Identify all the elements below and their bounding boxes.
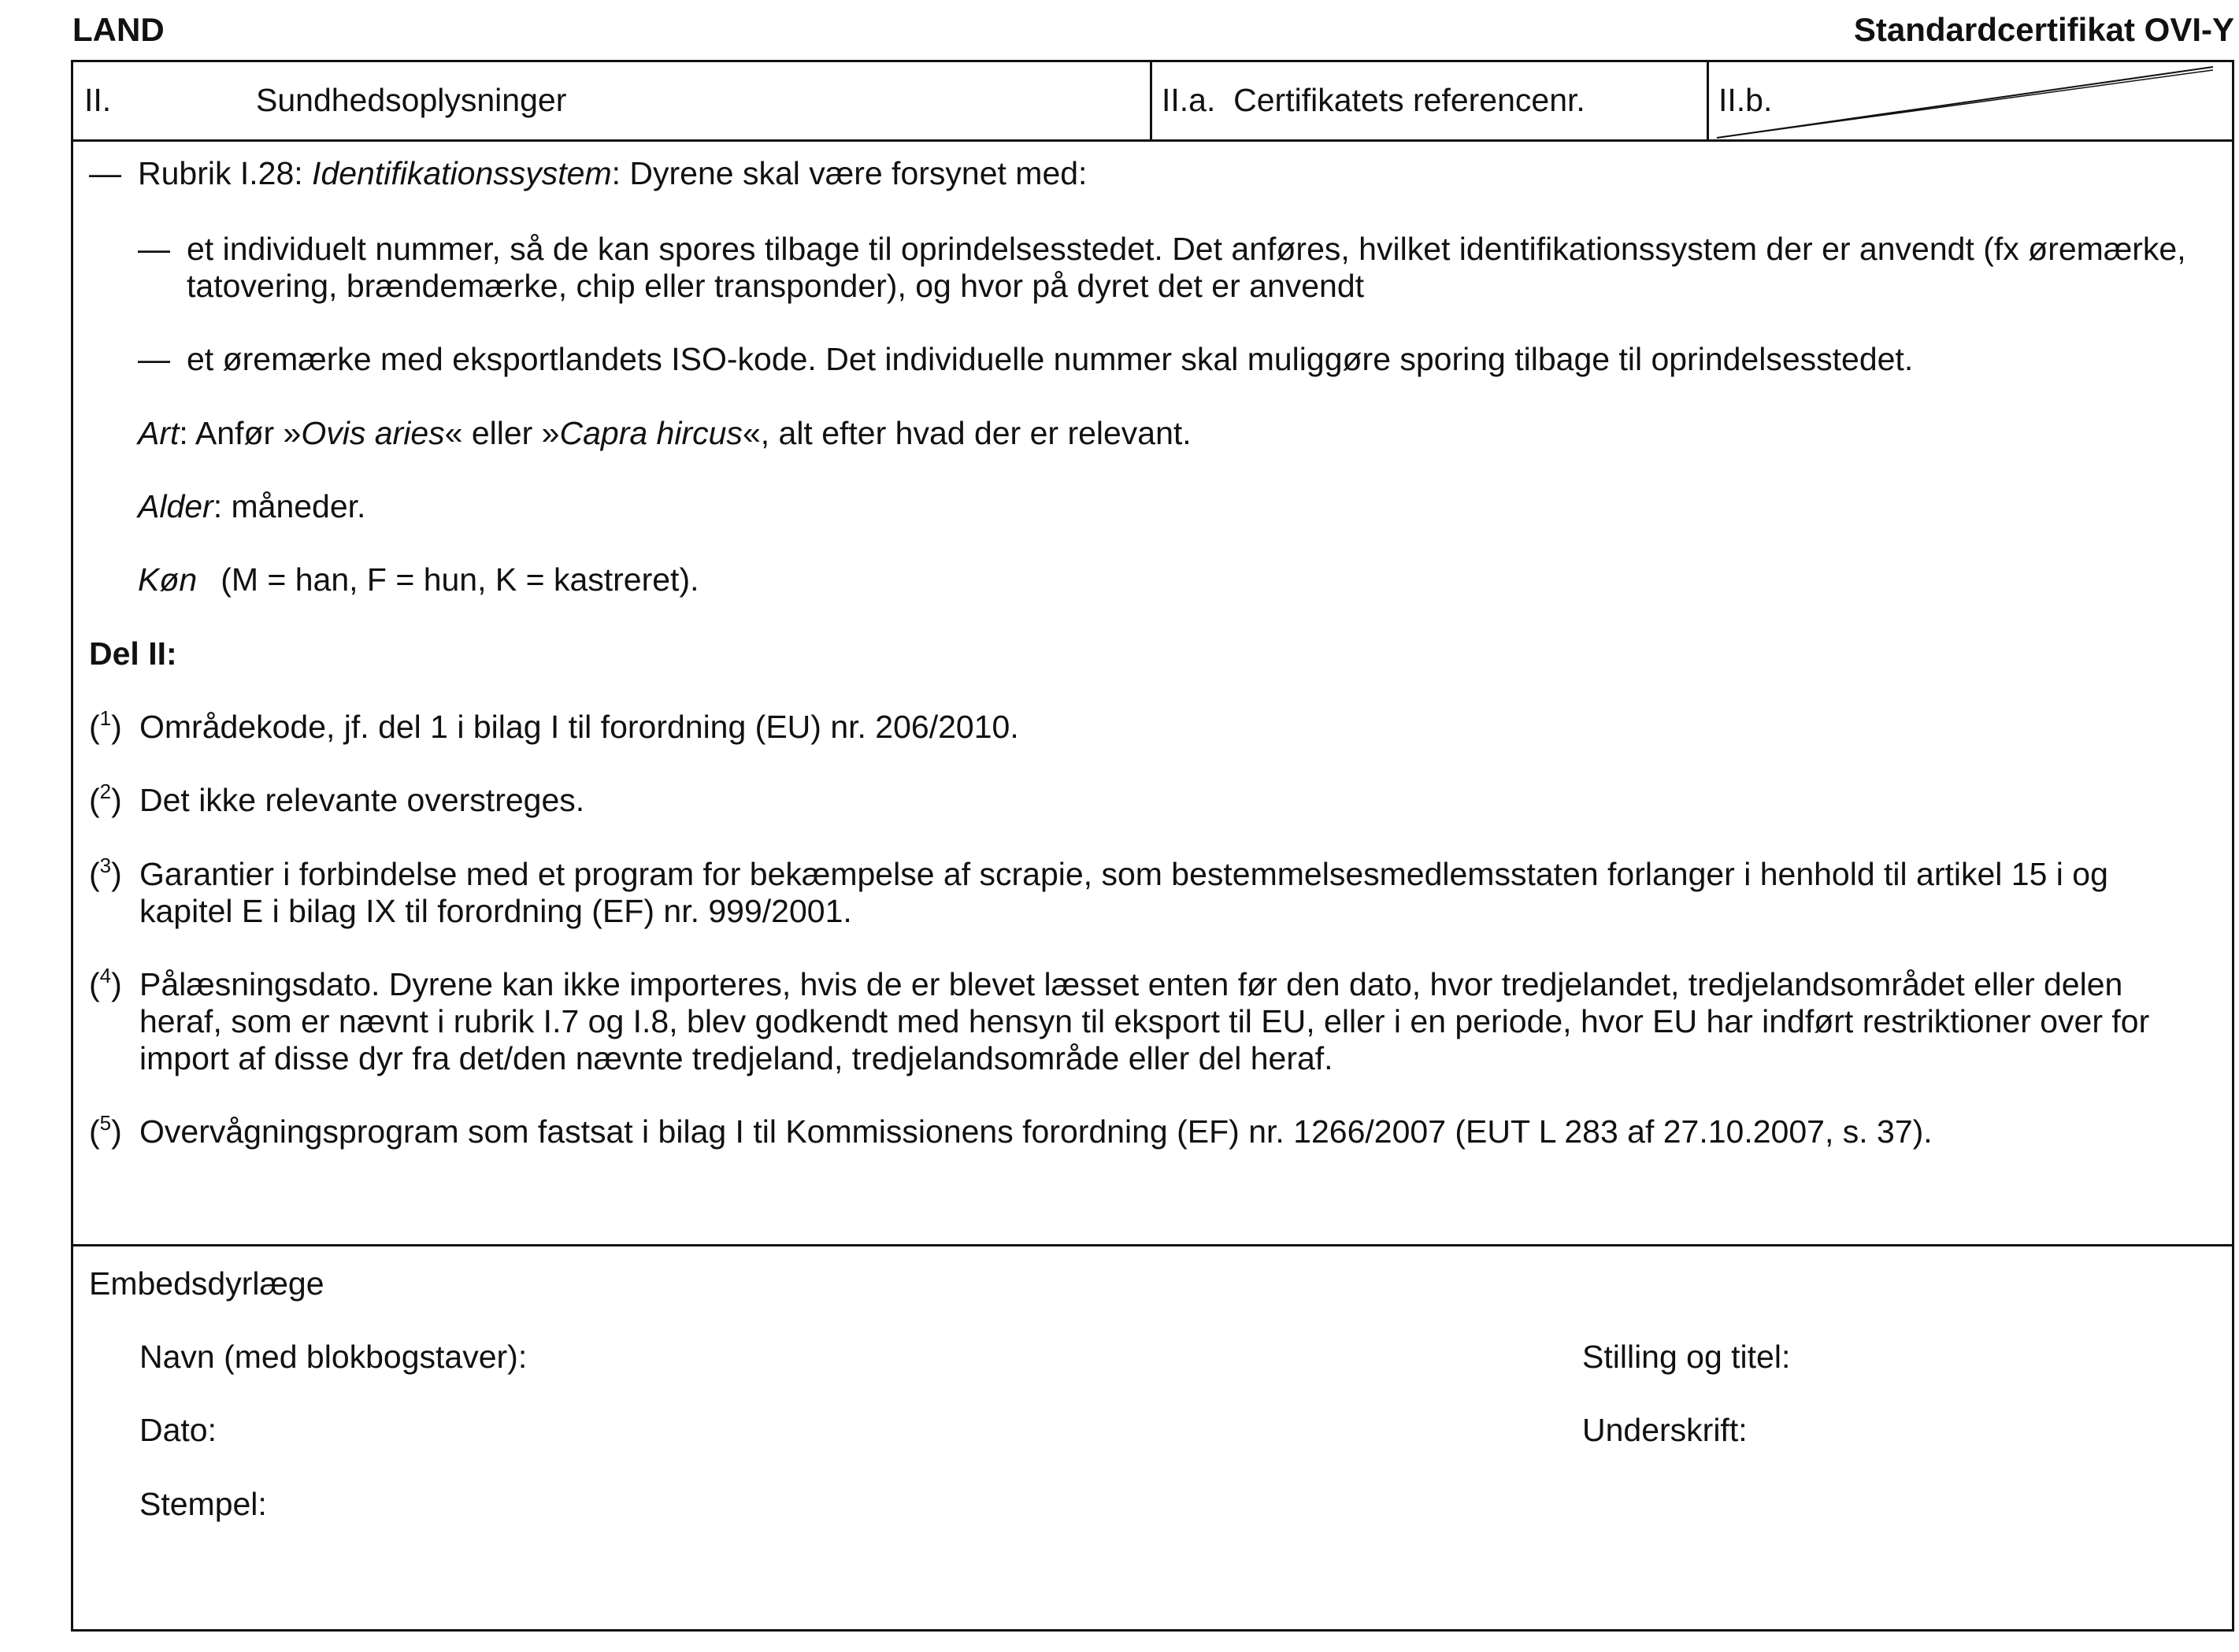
footnote-1-text: Områdekode, jf. del 1 i bilag I til forordning (EU) nr. 206/2010. <box>139 709 1019 745</box>
art-end: «, alt efter hvad der er relevant. <box>742 415 1192 451</box>
notes-section <box>73 139 2232 1246</box>
signature-label: Underskrift: <box>1582 1412 1748 1448</box>
certificate-frame <box>71 60 2234 1632</box>
footnote-5-mark: ($^5$) <box>89 1111 122 1150</box>
footnote-4-line-2: heraf, som er nævnt i rubrik I.7 og I.8, blev godkendt med hensyn til eksport til EU, eller i en periode, hvor EU har indført restriktioner over for <box>139 1003 2150 1039</box>
country-label: LAND <box>72 11 165 48</box>
alder-rest: : måneder. <box>213 488 366 524</box>
section-header-row <box>73 62 2232 142</box>
footnote-5-text: Overvågningsprogram som fastsat i bilag I til Kommissionens forordning (EF) nr. 1266/2007 (EUT L 283 af 27.10.2007, s. 37). <box>139 1113 1933 1150</box>
rubrik-dash: — <box>89 155 121 191</box>
sub1-dash: — <box>138 231 170 267</box>
signature-section <box>73 1246 2232 1629</box>
footnote-4-mark: ($^4$) <box>89 964 122 1002</box>
art-mid1: : Anfør » <box>179 415 302 451</box>
sub2-line: et øremærke med eksportlandets ISO-kode. Det individuelle nummer skal muliggøre sporing tilbage til oprindelsesstedet. <box>187 341 1914 377</box>
rubrik-line <box>138 155 1087 192</box>
art-mid2: « eller » <box>444 415 560 451</box>
reference-label: II.a. Certifikatets referencenr. <box>1162 82 1585 119</box>
name-label: Navn (med blokbogstaver): <box>139 1339 528 1375</box>
reference-cell <box>1152 62 1709 139</box>
del-heading: Del II: <box>89 635 177 672</box>
art-ovis: Ovis aries <box>301 415 445 451</box>
section-number: II. <box>84 82 112 119</box>
rubrik-italic: Identifikationssystem <box>312 155 612 191</box>
section-title: Sundhedsoplysninger <box>256 82 567 119</box>
footnote-4-line-1: Pålæsningsdato. Dyrene kan ikke importeres, hvis de er blevet læsset enten før den dato, hvor tredjelandet, tredjelandsområdet eller delen <box>139 966 2123 1002</box>
rubrik-rest: : Dyrene skal være forsynet med: <box>611 155 1088 191</box>
footnote-2-mark: ($^2$) <box>89 780 122 818</box>
alder-label: Alder <box>138 488 213 524</box>
certificate-type: Standardcertifikat OVI-Y <box>1853 11 2234 48</box>
koen-rest: (M = han, F = hun, K = kastreret). <box>221 561 699 598</box>
section-title-cell <box>73 62 1152 139</box>
footnote-1-mark: ($^1$) <box>89 706 122 745</box>
sub1-line-2: tatovering, brændemærke, chip eller transponder), og hvor på dyret det er anvendt <box>187 268 1365 304</box>
sub2-dash: — <box>138 341 170 377</box>
stamp-label: Stempel: <box>139 1486 267 1522</box>
alder-line <box>138 488 365 525</box>
reference-b-label: II.b. <box>1718 82 1773 119</box>
reference-b-cell <box>1709 62 2232 139</box>
diagonal-line-icon <box>1709 62 2232 139</box>
koen-label: Køn <box>138 561 198 598</box>
koen-line <box>138 561 699 598</box>
art-capra: Capra hircus <box>559 415 743 451</box>
art-line <box>138 415 1192 452</box>
footnote-3-mark: ($^3$) <box>89 854 122 892</box>
footnote-3-line-2: kapitel E i bilag IX til forordning (EF) nr. 999/2001. <box>139 893 852 929</box>
date-label: Dato: <box>139 1412 217 1448</box>
sub1-line-1: et individuelt nummer, så de kan spores tilbage til oprindelsesstedet. Det anføres, hvilket identifikationssystem der er anvendt (fx øremærke, <box>187 231 2186 267</box>
art-label: Art <box>138 415 180 451</box>
rubrik-prefix: Rubrik I.28: <box>138 155 313 191</box>
position-label: Stilling og titel: <box>1582 1339 1791 1375</box>
footnote-4-line-3: import af disse dyr fra det/den nævnte tredjeland, tredjelandsområde eller del heraf. <box>139 1040 1333 1076</box>
official-vet-title: Embedsdyrlæge <box>89 1265 324 1302</box>
footnote-3-line-1: Garantier i forbindelse med et program for bekæmpelse af scrapie, som bestemmelsesmedlemsstaten forlanger i henhold til artikel 15 i og <box>139 856 2108 892</box>
footnote-2-text: Det ikke relevante overstreges. <box>139 782 585 818</box>
